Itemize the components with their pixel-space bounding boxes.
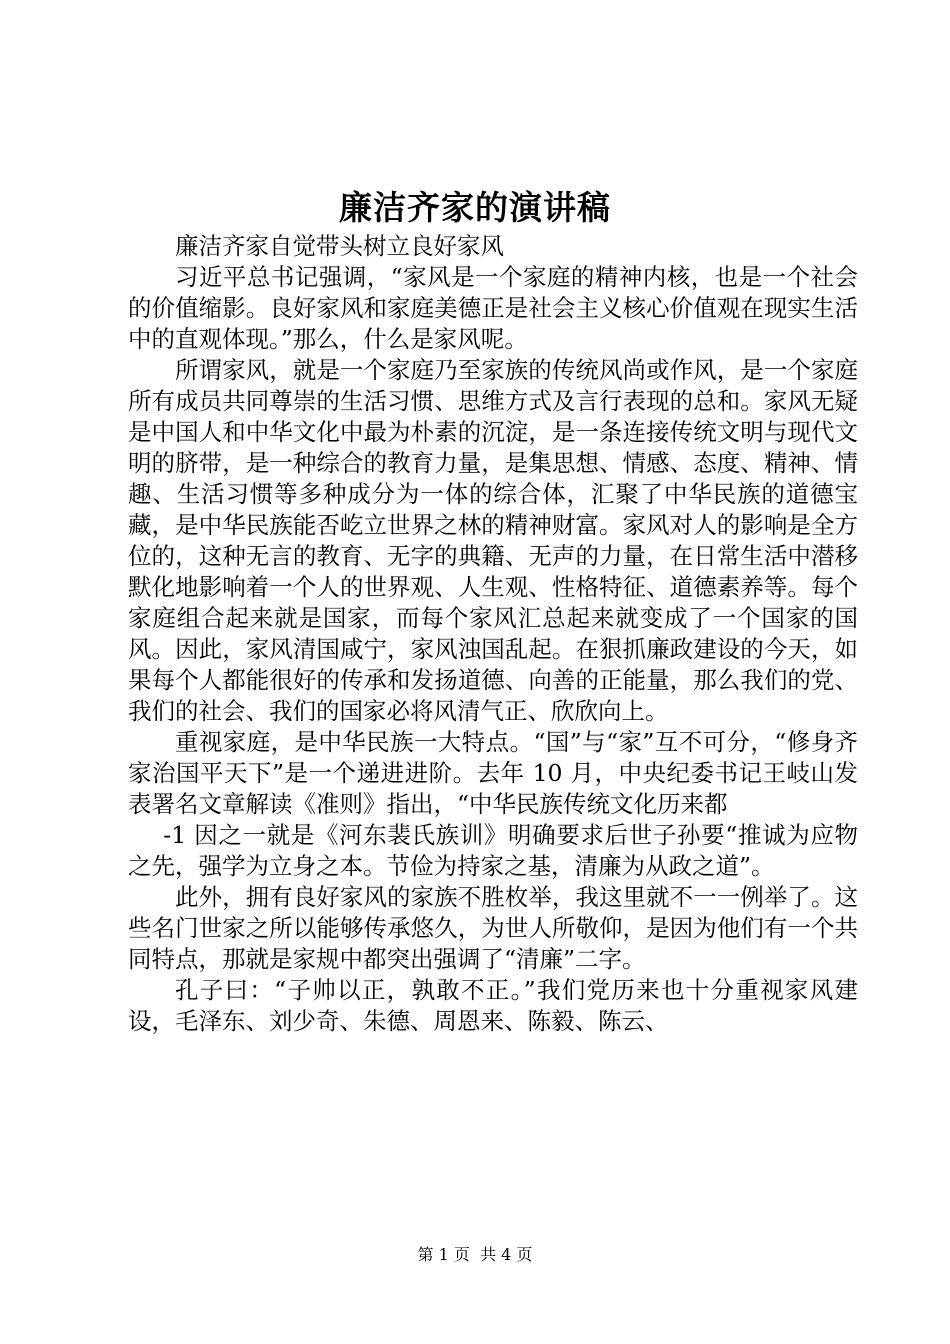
page-number: 第 1 页 [417,1245,470,1264]
document-title: 廉洁齐家的演讲稿 [339,188,611,227]
paragraph: 所谓家风，就是一个家庭乃至家族的传统风尚或作风，是一个家庭所有成员共同尊崇的生活习惯、思维方式及言行表现的总和。家风无疑是中国人和中华文化中最为朴素的沉淀，是一条连接传统文明与现代文明的脐带，是一种综合的教育力量，是集思想、情感、态度、精神、情趣、生活习惯等多种成分为一体的综合体，汇聚了中华民族的道德宝藏，是中华民族能否屹立世界之林的精神财富。家风对人的影响是全方位的，这种无言的教育、无字的典籍、无声的力量，在日常生活中潜移默化地影响着一个人的世界观、人生观、性格特征、道德素养等。每个家庭组合起来就是国家，而每个家风汇总起来就变成了一个国家的国风。因此，家风清国咸宁，家风浊国乱起。在狠抓廉政建设的今天，如果每个人都能很好的传承和发扬道德、向善的正能量，那么我们的党、我们的社会、我们的国家必将风清气正、欣欣向上。 [128,356,858,725]
document-body [128,231,858,1037]
paragraph: 习近平总书记强调，“家风是一个家庭的精神内核，也是一个社会的价值缩影。良好家风和家庭美德正是社会主义核心价值观在现实生活中的直观体现。”那么，什么是家风呢。 [128,263,858,353]
paragraph: 重视家庭，是中华民族一大特点。“国”与“家”互不可分，“修身齐家治国平天下”是一个递进进阶。去年 10 月，中央纪委书记王岐山发表署名文章解读《准则》指出，“中华民族传统文化历来都 [128,728,858,818]
paragraph: 此外，拥有良好家风的家族不胜枚举，我这里就不一一例举了。这些名门世家之所以能够传承悠久，为世人所敬仰，是因为他们有一个共同特点，那就是家规中都突出强调了“清廉”二字。 [128,883,858,973]
page-footer [0,1243,950,1267]
paragraph-subtitle: 廉洁齐家自觉带头树立良好家风 [175,232,504,260]
paragraph: 孔子曰：“子帅以正，孰敢不正。”我们党历来也十分重视家风建设，毛泽东、刘少奇、朱德、周恩来、陈毅、陈云、 [128,976,858,1035]
paragraph: -1 因之一就是《河东裴氏族训》明确要求后世子孙要“推诚为应物之先，强学为立身之本。节俭为持家之基，清廉为从政之道”。 [128,821,858,880]
page-total: 共 4 页 [480,1245,533,1264]
